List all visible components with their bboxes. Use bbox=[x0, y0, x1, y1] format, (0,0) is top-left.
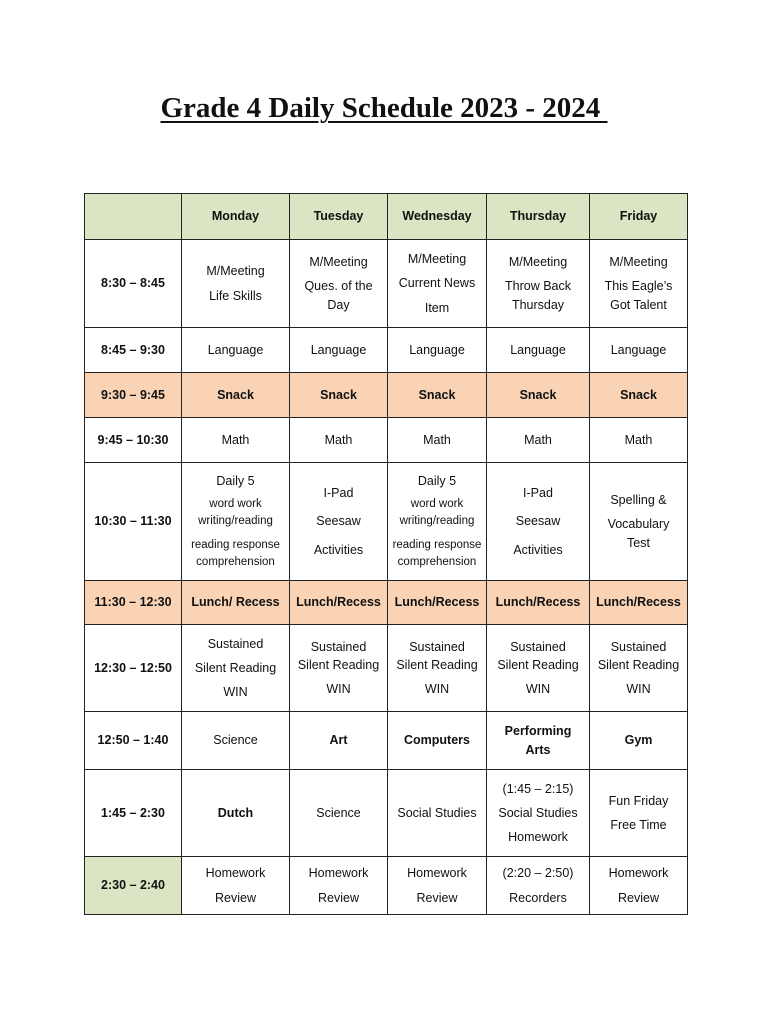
page-title: Grade 4 Daily Schedule 2023 - 2024 bbox=[160, 92, 608, 124]
schedule-cell: Science bbox=[182, 712, 290, 770]
schedule-cell: Math bbox=[487, 418, 590, 463]
cell-line: writing/reading bbox=[198, 515, 273, 528]
schedule-cell bbox=[182, 240, 290, 328]
cell-line: Seesaw bbox=[316, 514, 361, 529]
cell-line: reading response bbox=[392, 538, 482, 551]
schedule-cell: Snack bbox=[182, 373, 290, 418]
cell-line: M/Meeting bbox=[206, 264, 265, 279]
schedule-cell: Language bbox=[182, 328, 290, 373]
cell-line: reading response bbox=[191, 538, 280, 551]
table-row bbox=[85, 328, 688, 373]
cell-line: Day bbox=[327, 297, 350, 312]
cell-line: Sustained bbox=[409, 639, 465, 654]
cell-line: word work bbox=[209, 498, 262, 511]
cell-line: Ques. of the bbox=[304, 279, 373, 294]
cell-line: Silent Reading bbox=[597, 657, 680, 672]
day-header-wednesday: Wednesday bbox=[388, 194, 487, 240]
schedule-cell bbox=[487, 625, 590, 712]
day-header-thursday: Thursday bbox=[487, 194, 590, 240]
schedule-cell bbox=[388, 463, 487, 581]
cell-line: WIN bbox=[424, 682, 450, 697]
cell-line: Seesaw bbox=[515, 514, 561, 529]
schedule-cell: Computers bbox=[388, 712, 487, 770]
table-row bbox=[85, 625, 688, 712]
cell-line: M/Meeting bbox=[508, 255, 568, 270]
cell-line: Sustained bbox=[310, 639, 367, 654]
schedule-table bbox=[84, 193, 688, 915]
schedule-cell: Lunch/Recess bbox=[388, 581, 487, 625]
cell-line: Review bbox=[416, 890, 458, 905]
cell-line: Silent Reading bbox=[194, 660, 277, 675]
schedule-cell: Math bbox=[290, 418, 388, 463]
schedule-cell: Art bbox=[290, 712, 388, 770]
schedule-cell: Language bbox=[487, 328, 590, 373]
schedule-cell bbox=[590, 625, 688, 712]
schedule-cell: Snack bbox=[487, 373, 590, 418]
schedule-cell: Snack bbox=[290, 373, 388, 418]
time-cell: 11:30 – 12:30 bbox=[85, 581, 182, 625]
schedule-cell bbox=[590, 770, 688, 857]
cell-line: M/Meeting bbox=[609, 255, 668, 270]
cell-line: I-Pad bbox=[523, 486, 553, 501]
cell-line: Test bbox=[627, 535, 650, 550]
cell-line: Current News bbox=[398, 276, 476, 291]
cell-line: word work bbox=[410, 498, 464, 511]
schedule-cell bbox=[290, 463, 388, 581]
header-row bbox=[85, 194, 688, 240]
day-header-friday: Friday bbox=[590, 194, 688, 240]
schedule-cell: Math bbox=[590, 418, 688, 463]
time-cell: 9:30 – 9:45 bbox=[85, 373, 182, 418]
schedule-cell bbox=[290, 240, 388, 328]
schedule-cell: Language bbox=[290, 328, 388, 373]
schedule-cell: Lunch/ Recess bbox=[182, 581, 290, 625]
schedule-cell: Math bbox=[388, 418, 487, 463]
schedule-cell: Social Studies bbox=[388, 770, 487, 857]
schedule-cell bbox=[590, 463, 688, 581]
cell-line: M/Meeting bbox=[407, 252, 467, 267]
cell-line: Homework bbox=[407, 866, 467, 881]
cell-line: Review bbox=[318, 890, 359, 905]
table-row bbox=[85, 373, 688, 418]
schedule-cell bbox=[290, 625, 388, 712]
schedule-cell: Snack bbox=[590, 373, 688, 418]
corner-cell bbox=[85, 194, 182, 240]
cell-line: Recorders bbox=[509, 890, 567, 905]
cell-line: Silent Reading bbox=[396, 657, 478, 672]
time-cell: 8:30 – 8:45 bbox=[85, 240, 182, 328]
schedule-cell: Gym bbox=[590, 712, 688, 770]
schedule-cell: Language bbox=[388, 328, 487, 373]
day-header-tuesday: Tuesday bbox=[290, 194, 388, 240]
cell-line: WIN bbox=[326, 682, 351, 697]
cell-line: I-Pad bbox=[323, 486, 354, 501]
cell-line: Homework bbox=[308, 866, 369, 881]
cell-line: Item bbox=[424, 300, 450, 315]
cell-line: Review bbox=[618, 890, 659, 905]
cell-line: Social Studies bbox=[498, 805, 578, 820]
cell-line: WIN bbox=[525, 682, 551, 697]
cell-line: Throw Back bbox=[505, 279, 571, 294]
cell-line: Activities bbox=[513, 542, 563, 557]
cell-line: Arts bbox=[525, 742, 551, 757]
schedule-cell: Science bbox=[290, 770, 388, 857]
schedule-cell bbox=[182, 625, 290, 712]
cell-line: writing/reading bbox=[399, 515, 475, 528]
schedule-cell bbox=[290, 857, 388, 915]
time-cell: 12:50 – 1:40 bbox=[85, 712, 182, 770]
cell-line: M/Meeting bbox=[309, 255, 368, 270]
cell-line: Spelling & bbox=[610, 493, 667, 508]
schedule-cell: Dutch bbox=[182, 770, 290, 857]
cell-line: WIN bbox=[223, 685, 248, 700]
table-row bbox=[85, 581, 688, 625]
schedule-cell: Language bbox=[590, 328, 688, 373]
cell-line: Silent Reading bbox=[297, 657, 380, 672]
schedule-cell bbox=[590, 857, 688, 915]
schedule-cell bbox=[388, 240, 487, 328]
cell-line: Homework bbox=[508, 830, 568, 845]
cell-line: Review bbox=[215, 890, 256, 905]
table-row bbox=[85, 857, 688, 915]
cell-line: This Eagle’s bbox=[604, 279, 673, 294]
time-cell: 12:30 – 12:50 bbox=[85, 625, 182, 712]
table-row bbox=[85, 418, 688, 463]
schedule-cell: Snack bbox=[388, 373, 487, 418]
time-cell: 10:30 – 11:30 bbox=[85, 463, 182, 581]
cell-line: Vocabulary bbox=[607, 517, 670, 532]
table-row bbox=[85, 712, 688, 770]
schedule-cell bbox=[182, 857, 290, 915]
cell-line: Fun Friday bbox=[608, 793, 669, 808]
cell-line: Free Time bbox=[610, 818, 667, 832]
schedule-cell: Lunch/Recess bbox=[487, 581, 590, 625]
schedule-cell: Lunch/Recess bbox=[290, 581, 388, 625]
schedule-cell bbox=[487, 770, 590, 857]
cell-line: Performing bbox=[504, 724, 572, 739]
cell-line: Activities bbox=[313, 542, 364, 557]
cell-line: (1:45 – 2:15) bbox=[502, 781, 574, 796]
time-cell: 9:45 – 10:30 bbox=[85, 418, 182, 463]
schedule-cell bbox=[182, 463, 290, 581]
time-cell: 1:45 – 2:30 bbox=[85, 770, 182, 857]
cell-line: Got Talent bbox=[610, 297, 667, 312]
cell-line: Life Skills bbox=[209, 288, 262, 303]
cell-line: comprehension bbox=[397, 555, 477, 568]
schedule-cell bbox=[590, 240, 688, 328]
cell-line: comprehension bbox=[196, 555, 275, 568]
schedule-cell: Lunch/Recess bbox=[590, 581, 688, 625]
cell-line: Sustained bbox=[207, 636, 264, 651]
table-row bbox=[85, 770, 688, 857]
table-row bbox=[85, 463, 688, 581]
cell-line: Sustained bbox=[610, 639, 667, 654]
schedule-cell bbox=[388, 625, 487, 712]
cell-line: Silent Reading bbox=[497, 657, 579, 672]
schedule-cell bbox=[388, 857, 487, 915]
cell-line: Sustained bbox=[510, 639, 566, 654]
cell-heading: Daily 5 bbox=[417, 473, 457, 488]
time-cell: 2:30 – 2:40 bbox=[85, 857, 182, 915]
schedule-cell bbox=[487, 240, 590, 328]
cell-line: Homework bbox=[608, 866, 669, 881]
cell-line: (2:20 – 2:50) bbox=[502, 866, 574, 881]
table-row bbox=[85, 240, 688, 328]
schedule-cell bbox=[487, 463, 590, 581]
cell-line: Thursday bbox=[511, 297, 565, 312]
cell-line: Homework bbox=[205, 866, 266, 881]
day-header-monday: Monday bbox=[182, 194, 290, 240]
cell-heading: Daily 5 bbox=[216, 473, 255, 488]
schedule-cell bbox=[487, 712, 590, 770]
time-cell: 8:45 – 9:30 bbox=[85, 328, 182, 373]
schedule-cell bbox=[487, 857, 590, 915]
cell-line: WIN bbox=[626, 682, 651, 697]
schedule-cell: Math bbox=[182, 418, 290, 463]
